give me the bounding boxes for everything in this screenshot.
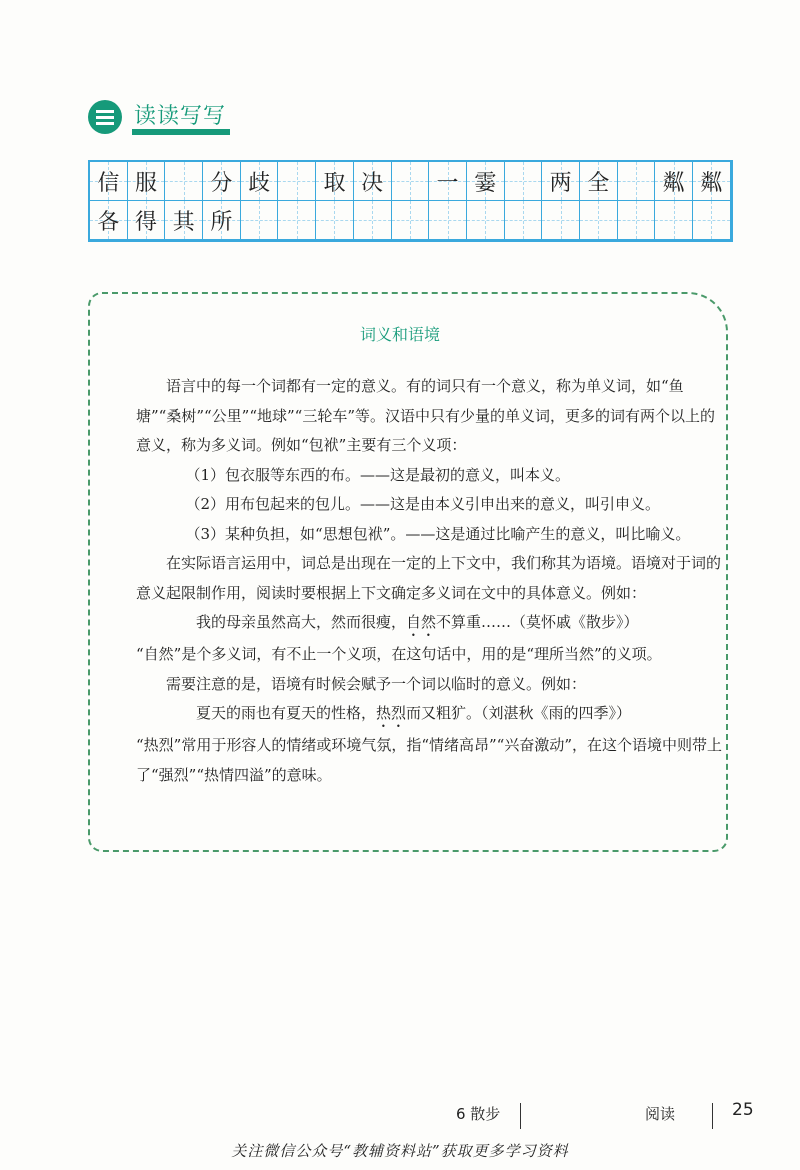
grid-char: 其 <box>172 209 195 235</box>
grid-cell <box>655 201 693 240</box>
grid-char: 取 <box>323 170 346 196</box>
grid-char: 一 <box>436 170 459 196</box>
grid-cell <box>128 201 166 240</box>
grid-cell <box>693 201 731 240</box>
example-sentence <box>136 699 726 731</box>
grid-cell <box>241 162 279 201</box>
grid-cell <box>392 162 430 201</box>
divider <box>520 1103 521 1129</box>
box-body <box>136 372 726 790</box>
grid-cell <box>354 162 392 201</box>
grid-cell <box>392 201 430 240</box>
example-text: 夏天的雨也有夏天的性格， <box>196 704 377 722</box>
grid-cell <box>655 162 693 201</box>
grid-cell <box>505 201 543 240</box>
example-sentence <box>136 608 726 640</box>
example-text: 我的母亲虽然高大，然而很瘦， <box>196 613 407 631</box>
grid-char: 所 <box>210 209 233 235</box>
grid-char: 全 <box>587 170 610 196</box>
box-title: 词义和语境 <box>359 325 440 344</box>
grid-cell <box>316 201 354 240</box>
grid-cell <box>278 201 316 240</box>
grid-cell <box>354 201 392 240</box>
example-text: 不算重……（莫怀戚《散步》） <box>436 613 639 631</box>
grid-cell <box>693 162 731 201</box>
paragraph: 语言中的每一个词都有一定的意义。有的词只有一个意义，称为单义词，如“鱼塘”“桑树”“公里”“地球”“三轮车”等。汉语中只有少量的单义词，更多的词有两个以上的意义，称为多义词。例如“包袱”主要有三个义项： <box>136 377 716 454</box>
grid-cell <box>467 201 505 240</box>
meaning-item: （1）包衣服等东西的布。——这是最初的意义，叫本义。 <box>185 465 571 484</box>
paragraph: 在实际语言运用中，词总是出现在一定的上下文中，我们称其为语境。语境对于词的意义起限制作用，阅读时要根据上下文确定多义词在文中的具体意义。例如： <box>136 554 722 602</box>
grid-cell <box>241 201 279 240</box>
grid-cell <box>542 201 580 240</box>
grid-cell <box>316 162 354 201</box>
paragraph: “热烈”常用于形容人的情绪或环境气氛，指“情绪高昂”“兴奋激动”，在这个语境中则带上了“强烈”“热情四溢”的意味。 <box>136 736 723 784</box>
grid-cell <box>618 201 656 240</box>
grid-cell <box>580 201 618 240</box>
divider <box>712 1103 713 1129</box>
meaning-item: （2）用布包起来的包儿。——这是由本义引申出来的意义，叫引申义。 <box>185 495 661 513</box>
grid-cell <box>165 201 203 240</box>
page-number: 25 <box>732 1100 754 1120</box>
watermark: 关注微信公众号“教辅资料站”获取更多学习资料 <box>231 1142 569 1160</box>
grid-char: 歧 <box>248 170 271 196</box>
grid-char: 信 <box>97 170 120 196</box>
paragraph: 需要注意的是，语境有时候会赋予一个词以临时的意义。例如： <box>166 674 587 693</box>
writing-grid <box>88 160 733 242</box>
three-lines-icon <box>88 100 122 134</box>
grid-cell <box>128 162 166 201</box>
grid-char: 得 <box>135 209 158 235</box>
grid-char: 决 <box>361 170 384 196</box>
grid-cell <box>203 162 241 201</box>
lesson-label: 6 散步 <box>456 1105 501 1123</box>
grid-cell <box>467 162 505 201</box>
grid-cell <box>542 162 580 201</box>
grid-char: 分 <box>210 170 233 196</box>
paragraph: “自然”是个多义词，有不止一个义项，在这句话中，用的是“理所当然”的义项。 <box>136 645 662 663</box>
grid-cell <box>429 162 467 201</box>
grid-cell <box>429 201 467 240</box>
grid-cell <box>505 162 543 201</box>
grid-cell <box>203 201 241 240</box>
grid-char: 两 <box>549 170 572 196</box>
grid-char: 粼 <box>662 170 685 196</box>
grid-cell <box>618 162 656 201</box>
grid-cell <box>165 162 203 201</box>
emphasized-word: 热烈 <box>376 704 407 722</box>
emphasized-word: 自然 <box>406 613 437 631</box>
grid-cell <box>90 162 128 201</box>
grid-char: 服 <box>135 170 158 196</box>
grid-cell <box>580 162 618 201</box>
unit-label: 阅读 <box>645 1105 676 1123</box>
grid-cell <box>90 201 128 240</box>
title-underline <box>132 129 230 135</box>
grid-char: 粼 <box>700 170 723 196</box>
grid-char: 霎 <box>474 170 497 196</box>
example-text: 而又粗犷。（刘湛秋《雨的四季》） <box>406 704 632 722</box>
meaning-item: （3）某种负担，如“思想包袱”。——这是通过比喻产生的意义，叫比喻义。 <box>185 524 691 543</box>
grid-char: 各 <box>97 209 120 235</box>
grid-cell <box>278 162 316 201</box>
section-title: 读读写写 <box>134 104 227 129</box>
